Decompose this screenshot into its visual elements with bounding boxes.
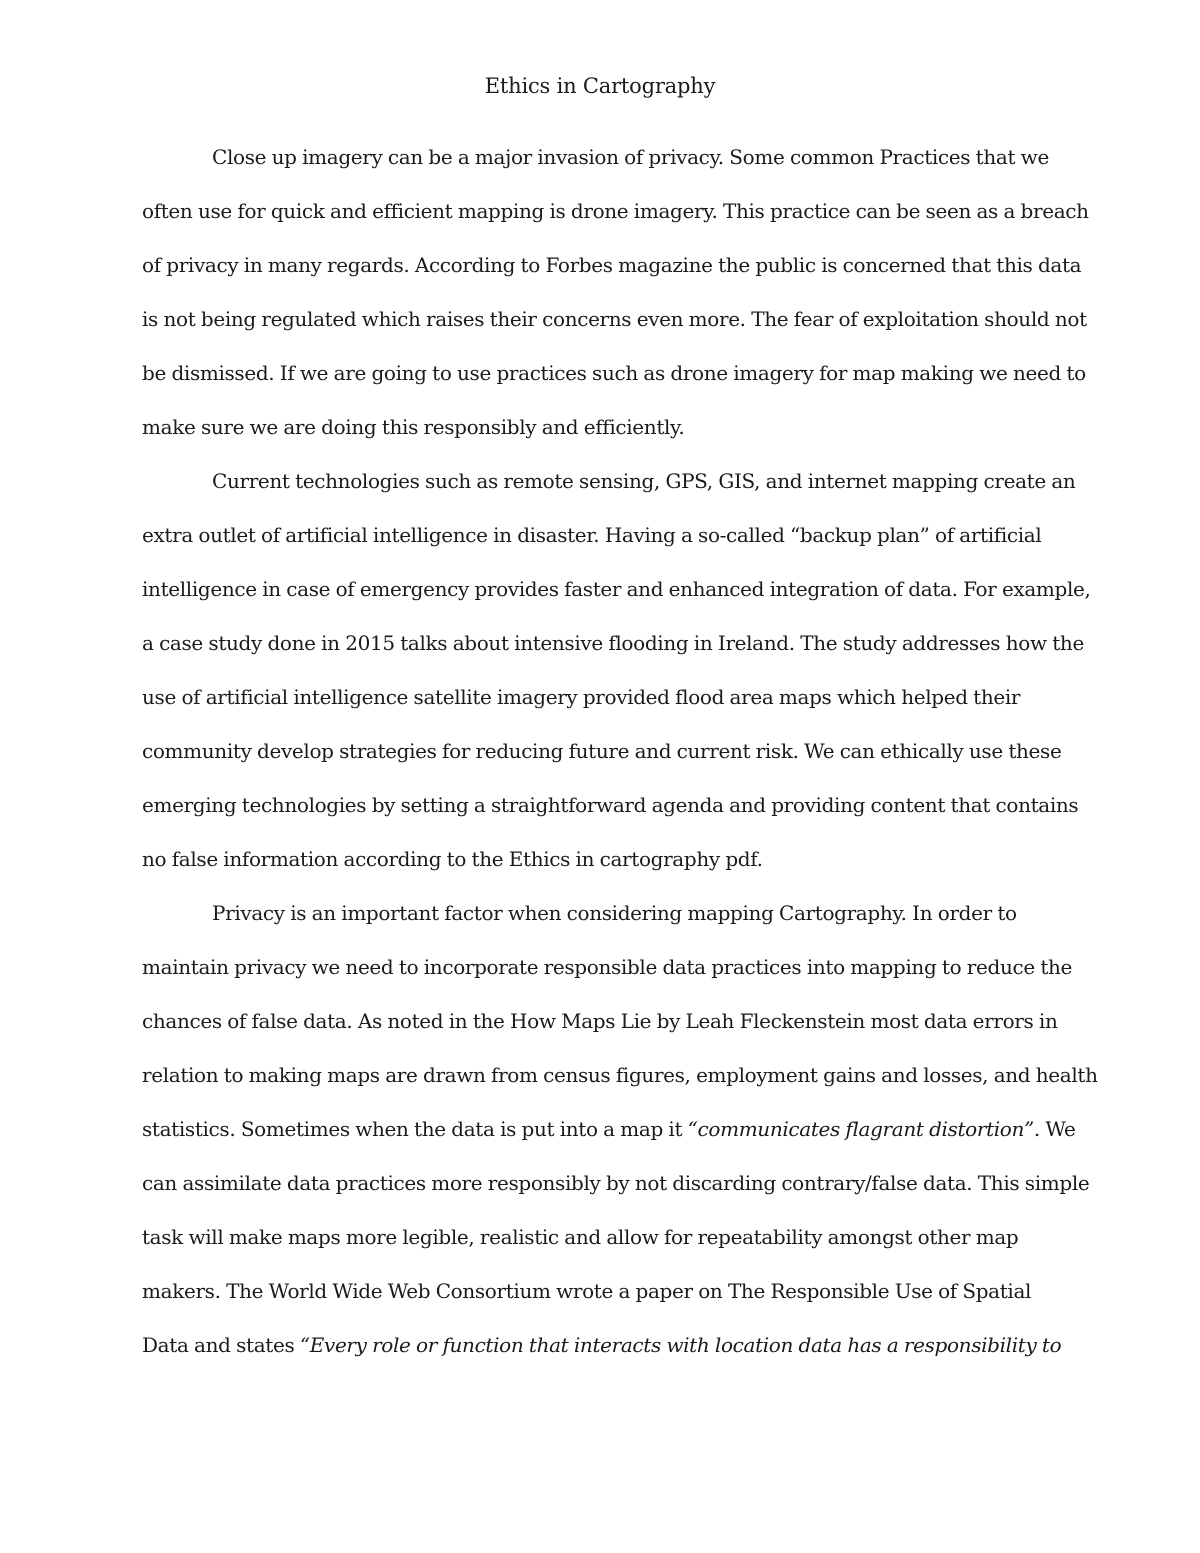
text-line — [142, 238, 1082, 292]
paragraph — [142, 130, 1089, 454]
text-segment: make sure we are doing this responsibly and efficiently. — [142, 415, 685, 439]
text-segment: statistics. Sometimes when the data is put into a map it — [142, 1117, 688, 1141]
document-title: Ethics in Cartography — [484, 74, 716, 98]
text-segment: no false information according to the Ethics in cartography pdf. — [142, 847, 763, 871]
text-segment: a case study done in 2015 talks about intensive flooding in Ireland. The study addresses how the — [142, 631, 1084, 655]
text-segment: use of artificial intelligence satellite imagery provided flood area maps which helped their — [142, 685, 1021, 709]
text-segment: often use for quick and efficient mapping is drone imagery. This practice can be seen as a breach — [142, 199, 1089, 223]
text-segment: intelligence in case of emergency provides faster and enhanced integration of data. For example, — [142, 577, 1091, 601]
document-body — [142, 130, 1098, 1372]
text-line — [142, 1048, 1098, 1102]
text-line — [142, 670, 1062, 724]
text-line — [142, 886, 1062, 940]
text-segment: be dismissed. If we are going to use practices such as drone imagery for map making we need to — [142, 361, 1086, 385]
text-segment: can assimilate data practices more responsibly by not discarding contrary/false data. This simple — [142, 1171, 1090, 1195]
text-segment: Privacy is an important factor when considering mapping Cartography. In order to — [212, 901, 1017, 925]
text-line — [142, 1210, 1062, 1264]
paragraph — [142, 454, 1091, 886]
text-line — [142, 1102, 1076, 1156]
text-line — [142, 994, 1062, 1048]
text-line — [142, 1156, 1090, 1210]
text-line — [142, 562, 1091, 616]
text-segment: extra outlet of artificial intelligence in disaster. Having a so-called “backup plan” of artificial — [142, 523, 1042, 547]
text-line — [142, 292, 1087, 346]
text-line — [142, 616, 1084, 670]
text-line — [142, 400, 1062, 454]
text-segment: Data and states — [142, 1333, 300, 1357]
text-line — [142, 346, 1086, 400]
text-line — [142, 508, 1062, 562]
text-segment: chances of false data. As noted in the How Maps Lie by Leah Fleckenstein most data errors in — [142, 1009, 1058, 1033]
text-segment: Current technologies such as remote sensing, GPS, GIS, and internet mapping create an — [212, 469, 1076, 493]
text-line — [142, 454, 1076, 508]
text-segment: . We — [1033, 1117, 1076, 1141]
text-segment: emerging technologies by setting a straightforward agenda and providing content that contains — [142, 793, 1079, 817]
text-line — [142, 724, 1062, 778]
text-segment: is not being regulated which raises their concerns even more. The fear of exploitation should not — [142, 307, 1087, 331]
text-segment: community develop strategies for reducing future and current risk. We can ethically use these — [142, 739, 1062, 763]
text-line — [142, 778, 1079, 832]
text-line — [142, 1264, 1062, 1318]
text-segment: relation to making maps are drawn from census figures, employment gains and losses, and health — [142, 1063, 1098, 1087]
italic-quote-segment: “communicates flagrant distortion” — [687, 1117, 1034, 1141]
text-line — [142, 1318, 1062, 1372]
text-segment: task will make maps more legible, realistic and allow for repeatability amongst other map — [142, 1225, 1019, 1249]
text-line — [142, 130, 1062, 184]
text-line — [142, 184, 1089, 238]
text-line — [142, 940, 1073, 994]
text-line — [142, 832, 1062, 886]
text-segment: makers. The World Wide Web Consortium wrote a paper on The Responsible Use of Spatial — [142, 1279, 1032, 1303]
italic-quote-segment: “Every role or function that interacts with location data has a responsibility to — [299, 1333, 1062, 1357]
paragraph — [142, 886, 1098, 1372]
text-segment: maintain privacy we need to incorporate responsible data practices into mapping to reduce the — [142, 955, 1073, 979]
text-segment: Close up imagery can be a major invasion of privacy. Some common Practices that we — [212, 145, 1049, 169]
text-segment: of privacy in many regards. According to Forbes magazine the public is concerned that this data — [142, 253, 1082, 277]
